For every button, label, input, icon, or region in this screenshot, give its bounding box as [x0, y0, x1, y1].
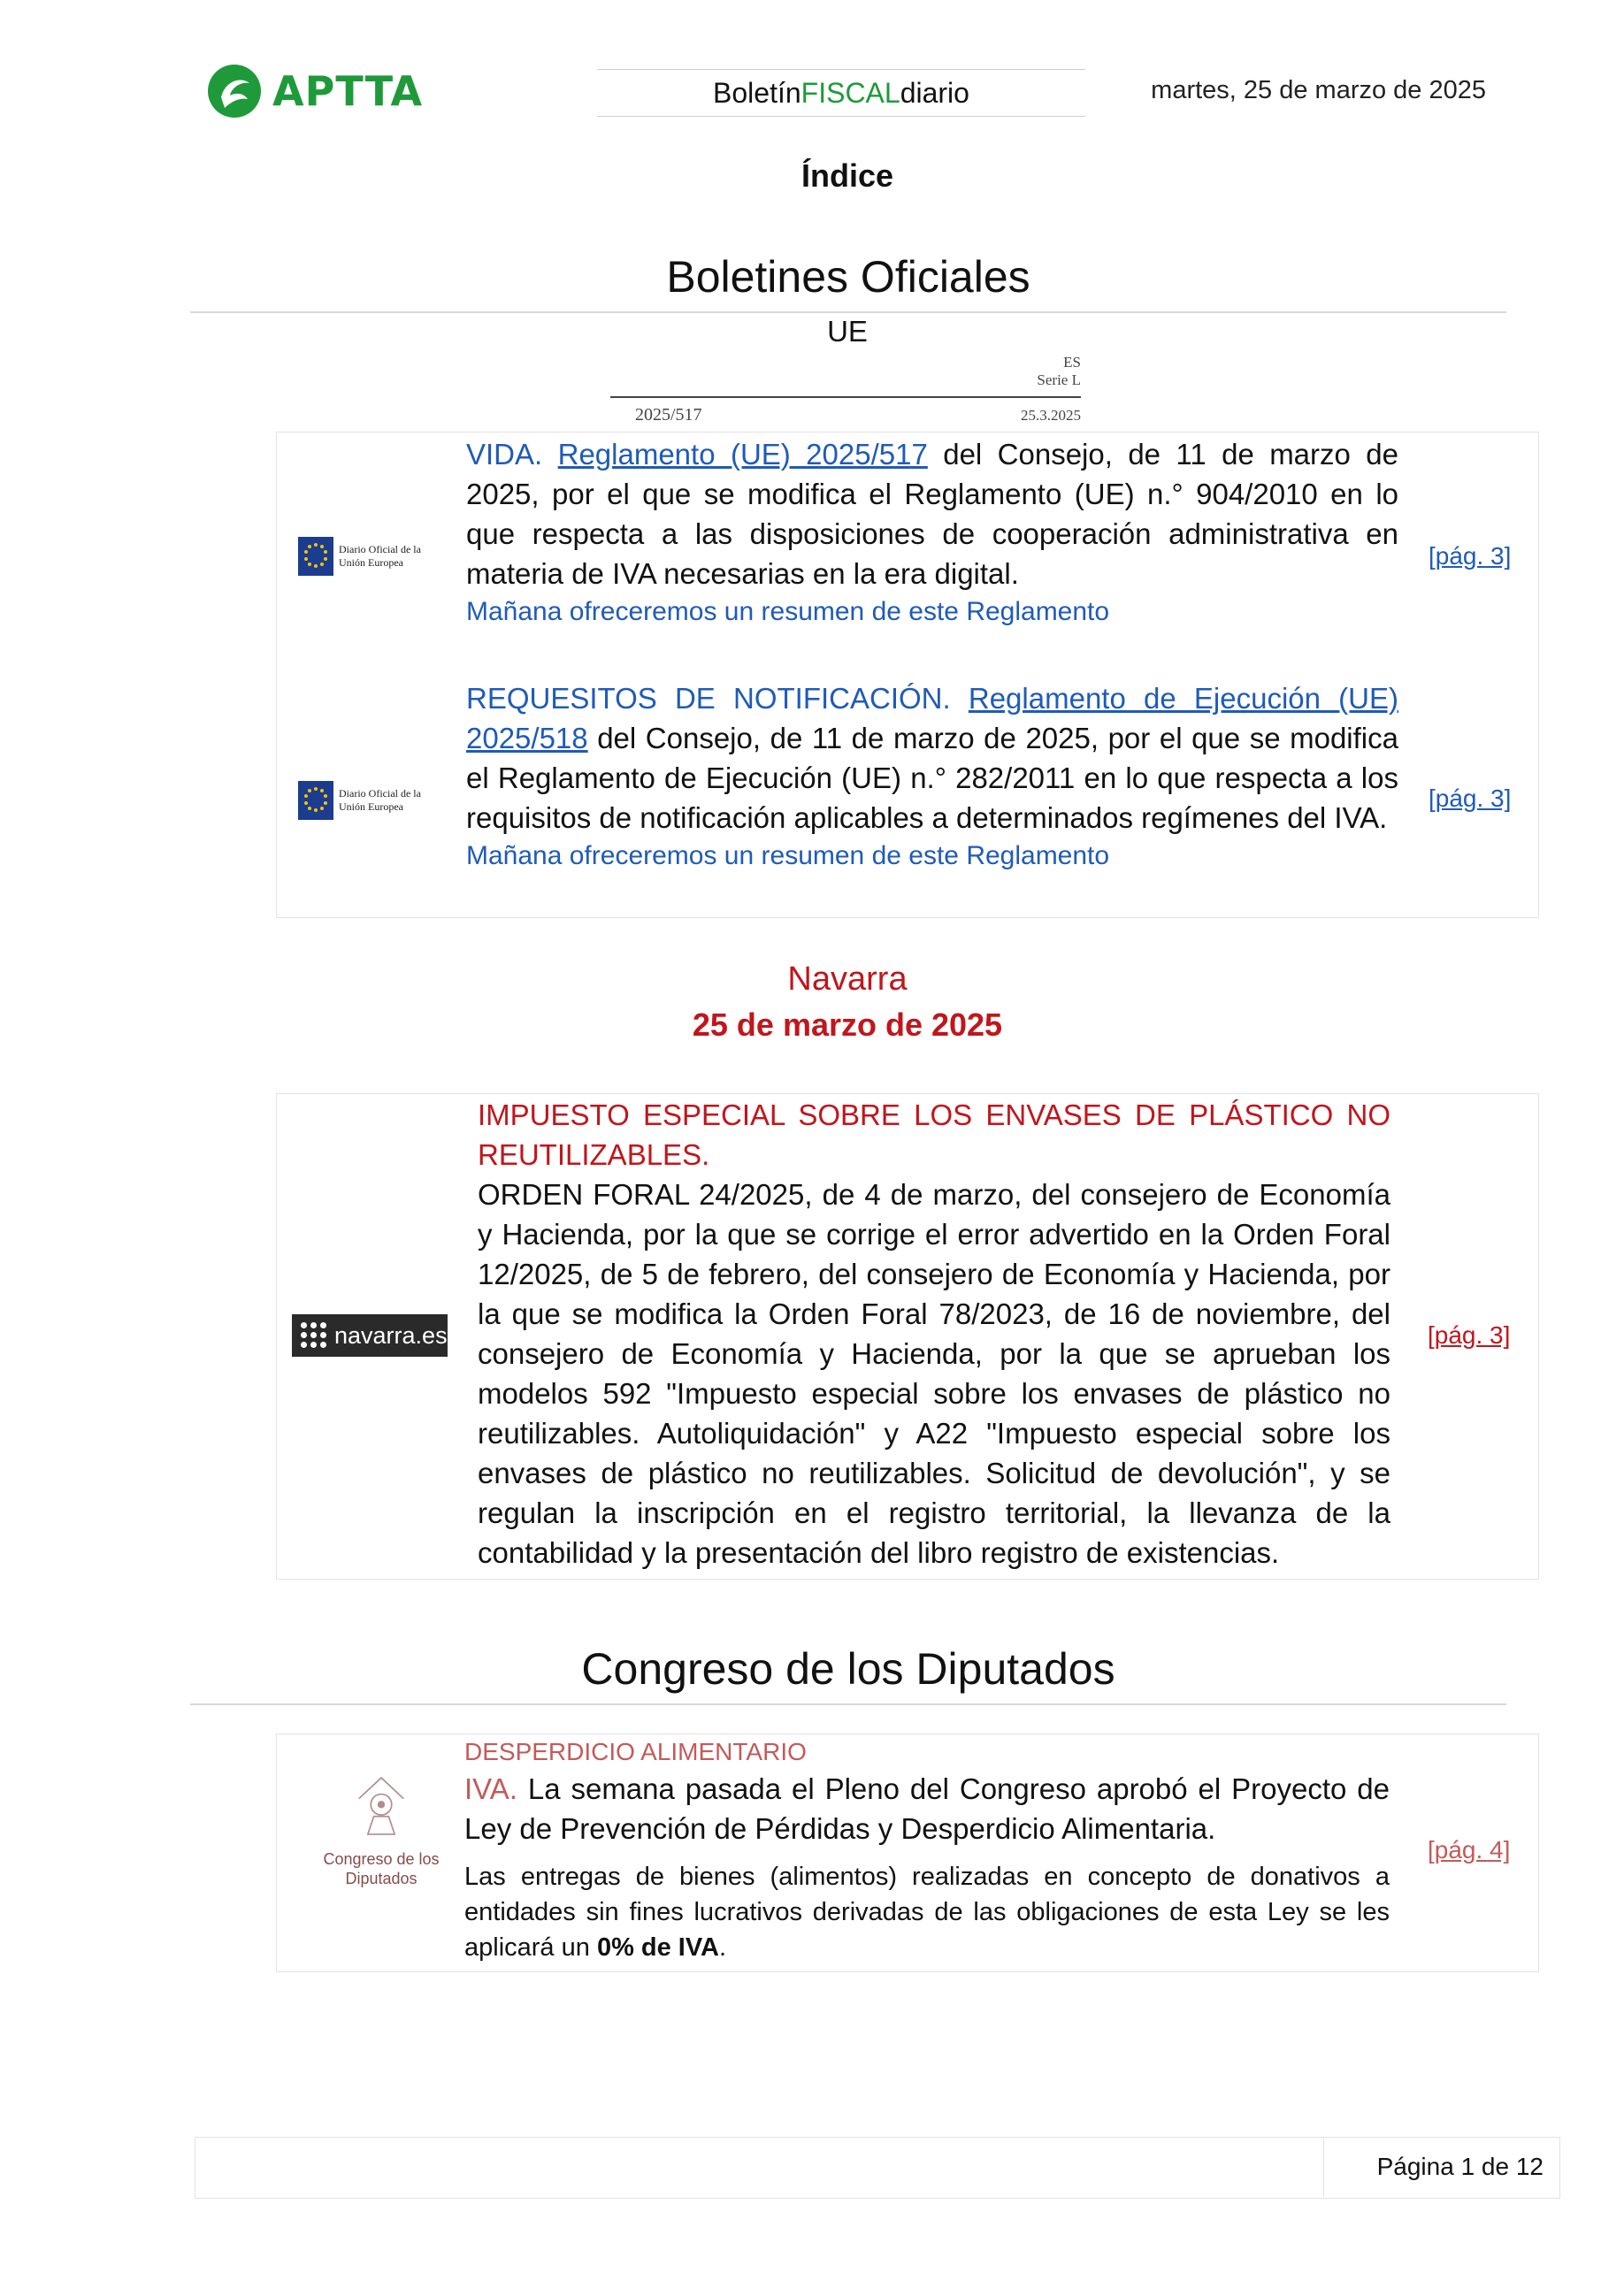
bulletin-title	[597, 69, 1085, 117]
regulation-link[interactable]: Reglamento (UE) 2025/517	[557, 438, 928, 471]
navarra-dots-icon	[301, 1322, 327, 1349]
congreso-emblem-icon	[344, 1767, 418, 1845]
entry-detail	[464, 1859, 1390, 1965]
page-ref-link[interactable]: [pág. 4]	[1428, 1836, 1511, 1864]
page-ref-link[interactable]: [pág. 3]	[1429, 542, 1512, 570]
entry-lead	[464, 1769, 1390, 1848]
ue-entry-2	[466, 678, 1398, 875]
journal-date: 25.3.2025	[1021, 407, 1081, 424]
bulletin-prefix: Boletín	[713, 76, 801, 109]
footer-divider	[1323, 2137, 1324, 2197]
doue-logo-text: Diario Oficial de la Unión Europea	[339, 787, 421, 813]
section-divider	[190, 1703, 1506, 1705]
entry-category: DESPERDICIO ALIMENTARIO	[464, 1738, 807, 1765]
page-ref-link[interactable]: [pág. 3]	[1429, 784, 1512, 812]
congreso-logo-text: Congreso de los Diputados	[323, 1850, 440, 1887]
page-number: Página 1 de 12	[1376, 2153, 1544, 2180]
section-title-congreso: Congreso de los Diputados	[581, 1644, 1115, 1694]
entry-body: ORDEN FORAL 24/2025, de 4 de marzo, del consejero de Economía y Hacienda, por la que se corrige el error advertido en la Orden Foral 12/2025, de 5 de febrero, del consejero de Economía y Hacienda, por la que se modifica la Orden Foral 78/2023, de 16 de noviembre, del consejero de Economía y Hacienda, por la que se aprueban los modelos 592 "Impuesto especial sobre los envases de plástico no reutilizables. Autoliquidación" y A22 "Impuesto especial sobre los envases de plástico no reutilizables. Solicitud de devolución", y se regulan la inscripción en el registro territorial, la llevanza de la contabilidad y la presentación del libro registro de existencias.	[478, 1178, 1390, 1569]
entry-body: del Consejo, de 11 de marzo de 2025, por el que se modifica el Reglamento (UE) n.° 904/2010 en lo que respecta a las disposiciones de cooperación administrativa en materia de IVA necesarias en la era digital.	[466, 438, 1398, 590]
doue-logo	[298, 779, 422, 822]
eu-flag-icon	[298, 537, 333, 576]
bulletin-fiscal: FISCAL	[801, 76, 900, 109]
navarra-entry	[478, 1095, 1390, 1573]
aptta-logo	[205, 60, 453, 122]
entry-body: del Consejo, de 11 de marzo de 2025, por el que se modifica el Reglamento de Ejecución (UE) n.° 282/2011 en lo que respecta a los requisitos de notificación aplicables a determinados regímenes del IVA.	[466, 722, 1398, 834]
navarra-date: 25 de marzo de 2025	[692, 1006, 1003, 1043]
journal-series: Serie L	[1037, 371, 1081, 388]
header-date: martes, 25 de marzo de 2025	[1151, 76, 1486, 104]
entry-note: Mañana ofreceremos un resumen de este Reglamento	[466, 597, 1110, 626]
entry-topic: IVA.	[464, 1772, 517, 1805]
ue-entry-1	[466, 434, 1398, 631]
entry-detail-text: Las entregas de bienes (alimentos) realizadas en concepto de donativos a entidades sin fines lucrativos derivadas de las obligaciones de esta Ley se les aplicará un	[464, 1863, 1390, 1962]
navarra-logo-text: navarra.es	[334, 1321, 448, 1349]
entry-topic: REQUESITOS DE NOTIFICACIÓN.	[466, 682, 951, 715]
ue-entries-box	[276, 432, 1539, 918]
doue-logo	[298, 535, 422, 578]
page-ref-link[interactable]: [pág. 3]	[1428, 1321, 1511, 1349]
section-title-navarra: Navarra	[787, 960, 908, 998]
entry-topic: VIDA.	[466, 438, 543, 471]
logo-text: APTTA	[272, 67, 424, 115]
entry-detail-bold: 0% de IVA	[596, 1933, 719, 1962]
journal-header-strip	[610, 354, 1081, 430]
section-divider	[190, 311, 1506, 313]
aptta-emblem-icon	[205, 62, 264, 120]
bulletin-suffix: diario	[900, 76, 969, 109]
eu-flag-icon	[298, 781, 333, 820]
journal-lang: ES	[1063, 354, 1081, 371]
entry-detail-end: .	[719, 1933, 727, 1962]
journal-number: 2025/517	[635, 405, 702, 425]
section-title-boletines: Boletines Oficiales	[666, 252, 1030, 302]
entry-lead-text: La semana pasada el Pleno del Congreso aprobó el Proyecto de Ley de Prevención de Pérdidas y Desperdicio Alimentaria.	[464, 1772, 1390, 1845]
entry-topic: IMPUESTO ESPECIAL SOBRE LOS ENVASES DE PLÁSTICO NO REUTILIZABLES.	[478, 1098, 1390, 1171]
doue-logo-text: Diario Oficial de la Unión Europea	[339, 543, 421, 569]
navarra-logo	[292, 1314, 448, 1357]
congreso-entry	[464, 1735, 1390, 1965]
ue-label: UE	[827, 315, 868, 348]
entry-note: Mañana ofreceremos un resumen de este Reglamento	[466, 841, 1110, 870]
congreso-logo	[315, 1767, 448, 1909]
regulation-link[interactable]: Reglamento de Ejecución (UE) 2025/518	[466, 682, 1399, 754]
index-title: Índice	[801, 157, 894, 194]
